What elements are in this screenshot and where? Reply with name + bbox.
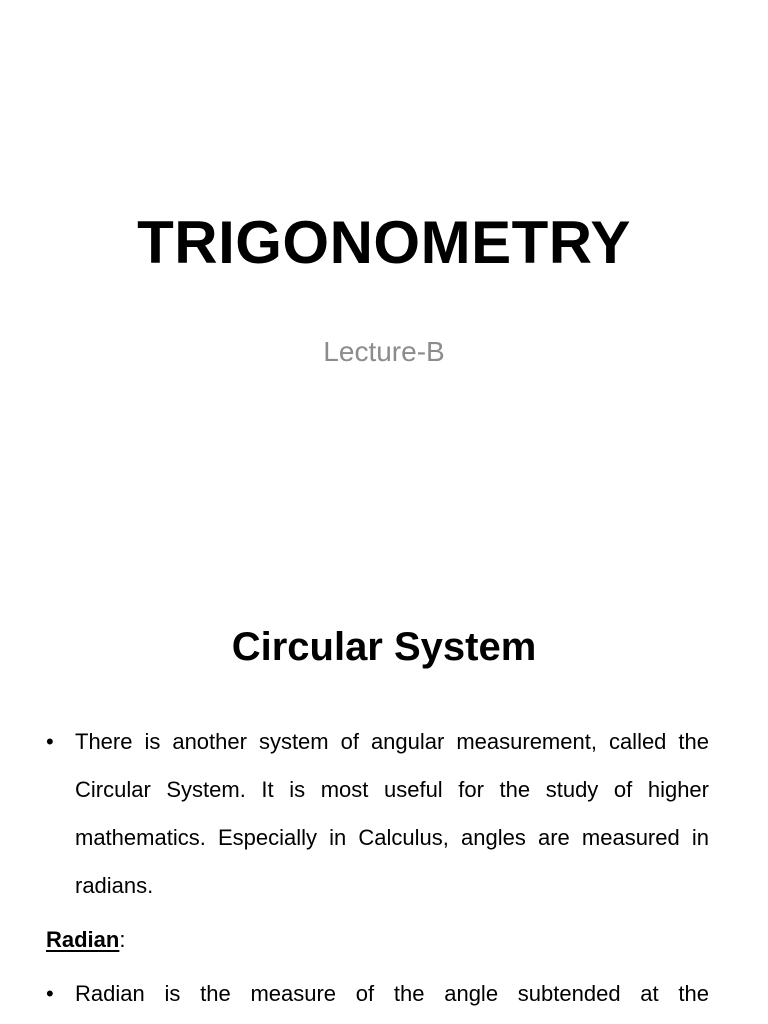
- bullet-item: [46, 970, 709, 1018]
- slide-subtitle: Lecture-B: [323, 336, 445, 367]
- definition-term: [46, 916, 125, 964]
- bullet-marker: •: [46, 981, 54, 1006]
- term-suffix: :: [119, 927, 126, 952]
- section-heading: Circular System: [231, 625, 537, 669]
- term-word: Radian: [46, 927, 120, 952]
- bullet-item: [46, 718, 709, 910]
- slide-title: TRIGONOMETRY: [137, 209, 631, 276]
- bullet-marker: •: [46, 729, 54, 754]
- bullet-text: There is another system of angular measurement, called the Circular System. It is most useful for the study of higher mathematics. Especially in Calculus, angles are measured in radians.: [75, 729, 709, 898]
- content-slide: [0, 576, 768, 1024]
- bullet-text: Radian is the measure of the angle subtended at the: [75, 981, 709, 1006]
